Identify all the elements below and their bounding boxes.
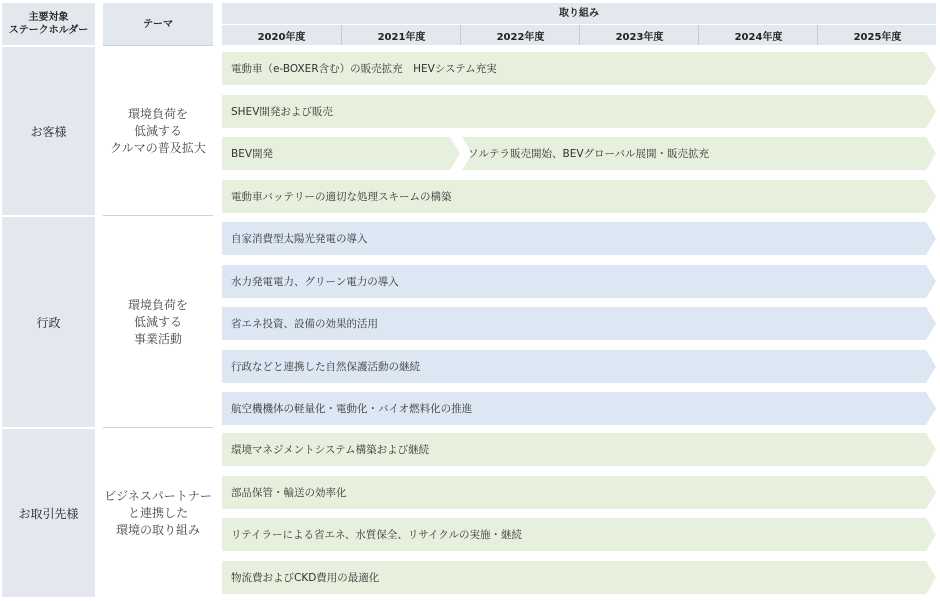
initiative-label: 電動車（e-BOXER含む）の販売拡充 HEVシステム充実 [231, 63, 497, 75]
stakeholder-cell: 行政 [2, 217, 95, 427]
initiative-bar [222, 95, 936, 128]
initiative-label: 物流費およびCKD費用の最適化 [231, 571, 380, 584]
initiative-label: リテイラーによる省エネ、水質保全、リサイクルの実施・継続 [231, 529, 522, 541]
header-stakeholder: 主要対象 ステークホルダー [2, 3, 95, 45]
initiative-bar [222, 307, 936, 340]
year-header-2021年度: 2021年度 [341, 25, 461, 45]
initiative-label: ソルテラ販売開始、BEVグローバル展開・販売拡充 [468, 148, 709, 160]
initiative-bar [222, 180, 936, 213]
initiative-bar [222, 392, 936, 425]
theme-divider [103, 215, 213, 216]
stakeholder-cell: お客様 [2, 47, 95, 215]
theme-cell: ビジネスパートナー と連携した 環境の取り組み [104, 488, 212, 537]
initiative-label: 環境マネジメントシステム構築および継続 [231, 444, 430, 456]
initiative-label: 自家消費型太陽光発電の導入 [231, 233, 368, 245]
header-initiatives: 取り組み [222, 3, 936, 24]
initiative-bar [222, 561, 936, 594]
year-header-2023年度: 2023年度 [579, 25, 699, 45]
year-header-2020年度: 2020年度 [257, 31, 306, 43]
header-theme: テーマ [103, 3, 213, 45]
theme-cell: 環境負荷を 低減する クルマの普及拡大 [110, 106, 206, 155]
initiative-bar [222, 350, 936, 383]
stakeholder-cell: お取引先様 [2, 429, 95, 597]
initiative-bar [222, 137, 936, 170]
initiative-bar [222, 265, 936, 298]
initiative-label: BEV開発 [231, 148, 274, 160]
theme-cell: 環境負荷を 低減する 事業活動 [127, 297, 188, 346]
initiative-bar [222, 52, 936, 85]
initiative-label: 行政などと連携した自然保護活動の継続 [231, 360, 420, 373]
initiative-label: 水力発電電力、グリーン電力の導入 [231, 275, 399, 288]
initiative-bar [222, 518, 936, 551]
year-header-2022年度: 2022年度 [460, 25, 580, 45]
theme-divider [103, 427, 213, 428]
initiative-label: 航空機機体の軽量化・電動化・バイオ燃料化の推進 [231, 403, 473, 415]
initiative-label: 部品保管・輸送の効率化 [231, 486, 347, 499]
initiative-bar [222, 222, 936, 255]
initiative-label: 省エネ投資、設備の効果的活用 [231, 318, 378, 330]
initiative-label: SHEV開発および販売 [231, 105, 333, 118]
initiative-bar [222, 433, 936, 466]
theme-divider [103, 45, 213, 46]
year-header-2024年度: 2024年度 [698, 25, 818, 45]
initiative-label: 電動車バッテリーの適切な処理スキームの構築 [231, 190, 452, 203]
year-header-2025年度: 2025年度 [817, 25, 937, 45]
year-header-row [222, 25, 936, 45]
initiative-bar [222, 476, 936, 509]
